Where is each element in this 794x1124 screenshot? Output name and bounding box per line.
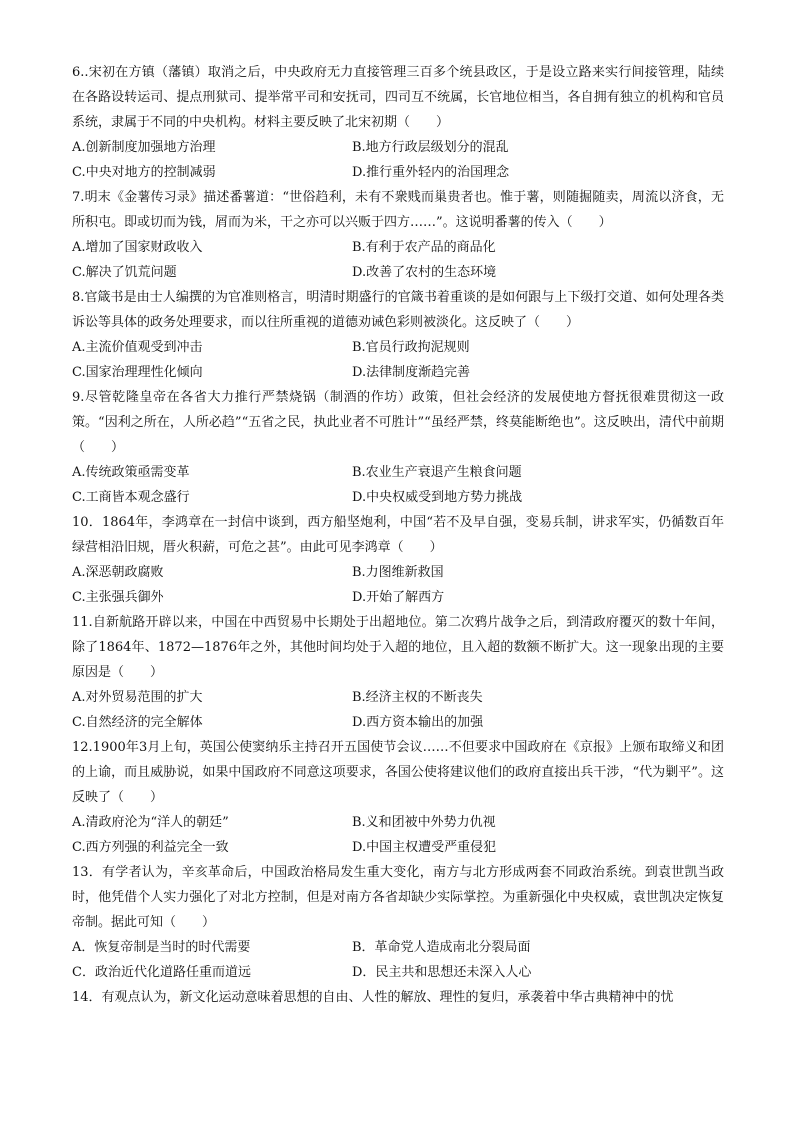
question-13: [72, 860, 724, 985]
option-c: C.自然经济的完全解体: [72, 715, 203, 730]
option-b: B.官员行政拘泥规则: [352, 340, 470, 355]
option-a: A.对外贸易范围的扩大: [72, 690, 203, 705]
question-7: [72, 185, 724, 285]
option-a: A.传统政策亟需变革: [72, 465, 190, 480]
option-d: D.中央权威受到地方势力挑战: [352, 490, 523, 505]
question-stem: 8.官箴书是由士人编撰的为官准则格言，明清时期盛行的官箴书着重谈的是如何跟与上下级打交道、如何处理各类诉讼等具体的政务处理要求，而以往所重视的道德劝诫色彩则被淡化。这反映了（ ）: [72, 290, 724, 330]
question-stem: 9.尽管乾隆皇帝在各省大力推行严禁烧锅（制酒的作坊）政策，但社会经济的发展使地方督抚很难贯彻这一政策。“因利之所在，人所必趋”“五省之民，执此业者不可胜计”“虽经严禁，终莫能断绝也”。这反映出，清代中前期（ ）: [72, 390, 724, 455]
option-b: B.地方行政层级划分的混乱: [352, 140, 509, 155]
options: [72, 335, 724, 385]
option-c: C.西方列强的利益完全一致: [72, 840, 229, 855]
option-a: A.创新制度加强地方治理: [72, 140, 216, 155]
option-a: A.深恶朝政腐败: [72, 565, 164, 580]
question-9: [72, 385, 724, 510]
option-b: B.义和团被中外势力仇视: [352, 815, 496, 830]
question-10: [72, 510, 724, 610]
question-11: [72, 610, 724, 735]
options: [72, 560, 724, 610]
exam-page: [72, 60, 724, 1010]
option-c: C．政治近代化道路任重而道远: [72, 965, 251, 980]
option-a: A.清政府沦为“洋人的朝廷”: [72, 815, 229, 830]
option-a: A.主流价值观受到冲击: [72, 340, 203, 355]
question-stem: 6..宋初在方镇（藩镇）取消之后，中央政府无力直接管理三百多个统县政区，于是设立路来实行间接管理，陆续在各路设转运司、提点刑狱司、提举常平司和安抚司，四司互不统属，长官地位相当，各自拥有独立的机构和官员系统，隶属于不同的中央机构。材料主要反映了北宋初期（ ）: [72, 65, 724, 130]
question-stem: 10．1864年，李鸿章在一封信中谈到，西方船坚炮利，中国“若不及早自强，变易兵制，讲求军实，仍循数百年绿营相沿旧规，厝火积薪，可危之甚”。由此可见李鸿章（ ）: [72, 515, 724, 555]
question-14: [72, 985, 724, 1010]
option-c: C.中央对地方的控制减弱: [72, 165, 216, 180]
option-d: D．民主共和思想还未深入人心: [352, 965, 532, 980]
option-a: A．恢复帝制是当时的时代需要: [72, 940, 251, 955]
option-c: C.解决了饥荒问题: [72, 265, 177, 280]
option-b: B．革命党人造成南北分裂局面: [352, 940, 531, 955]
option-d: D.中国主权遭受严重侵犯: [352, 840, 497, 855]
question-stem: 13．有学者认为，辛亥革命后，中国政治格局发生重大变化，南方与北方形成两套不同政治系统。到袁世凯当政时，他凭借个人实力强化了对北方控制，但是对南方各省却缺少实际掌控。为重新强化中央权威，袁世凯决定恢复帝制。据此可知（ ）: [72, 865, 724, 930]
option-c: C.主张强兵御外: [72, 590, 164, 605]
option-c: C.工商皆本观念盛行: [72, 490, 190, 505]
options: [72, 135, 724, 185]
question-8: [72, 285, 724, 385]
option-d: D.西方资本输出的加强: [352, 715, 484, 730]
option-b: B.力图维新救国: [352, 565, 444, 580]
options: [72, 685, 724, 735]
options: [72, 235, 724, 285]
option-d: D.推行重外轻内的治国理念: [352, 165, 510, 180]
option-b: B.有利于农产品的商品化: [352, 240, 496, 255]
question-12: [72, 735, 724, 860]
question-stem: 11.自新航路开辟以来，中国在中西贸易中长期处于出超地位。第二次鸦片战争之后，到清政府覆灭的数十年间，除了1864年、1872—1876年之外，其他时间均处于入超的地位，且入超的数额不断扩大。这一现象出现的主要原因是（ ）: [72, 615, 724, 680]
option-b: B.农业生产衰退产生粮食问题: [352, 465, 522, 480]
options: [72, 810, 724, 860]
question-6: [72, 60, 724, 185]
option-b: B.经济主权的不断丧失: [352, 690, 483, 705]
option-c: C.国家治理理性化倾向: [72, 365, 203, 380]
options: [72, 935, 724, 985]
option-a: A.增加了国家财政收入: [72, 240, 203, 255]
question-stem: 12.1900年3月上旬，英国公使窦纳乐主持召开五国使节会议……不但要求中国政府在《京报》上颁布取缔义和团的上谕，而且威胁说，如果中国政府不同意这项要求，各国公使将建议他们的政府直接出兵干涉，“代为剿平”。这反映了（ ）: [72, 740, 724, 805]
option-d: D.改善了农村的生态环境: [352, 265, 497, 280]
question-stem: 14．有观点认为，新文化运动意味着思想的自由、人性的解放、理性的复归，承袭着中华古典精神中的忧: [72, 990, 674, 1005]
option-d: D.开始了解西方: [352, 590, 445, 605]
question-stem: 7.明末《金薯传习录》描述番薯道：“世俗趋利，未有不衆贱而巢贵者也。惟于薯，则随掘随卖，周流以济食，无所积屯。即或切而为钱，屑而为米，干之亦可以兴贩于四方……”。这说明番薯的传入（ ）: [72, 190, 724, 230]
option-d: D.法律制度渐趋完善: [352, 365, 471, 380]
options: [72, 460, 724, 510]
